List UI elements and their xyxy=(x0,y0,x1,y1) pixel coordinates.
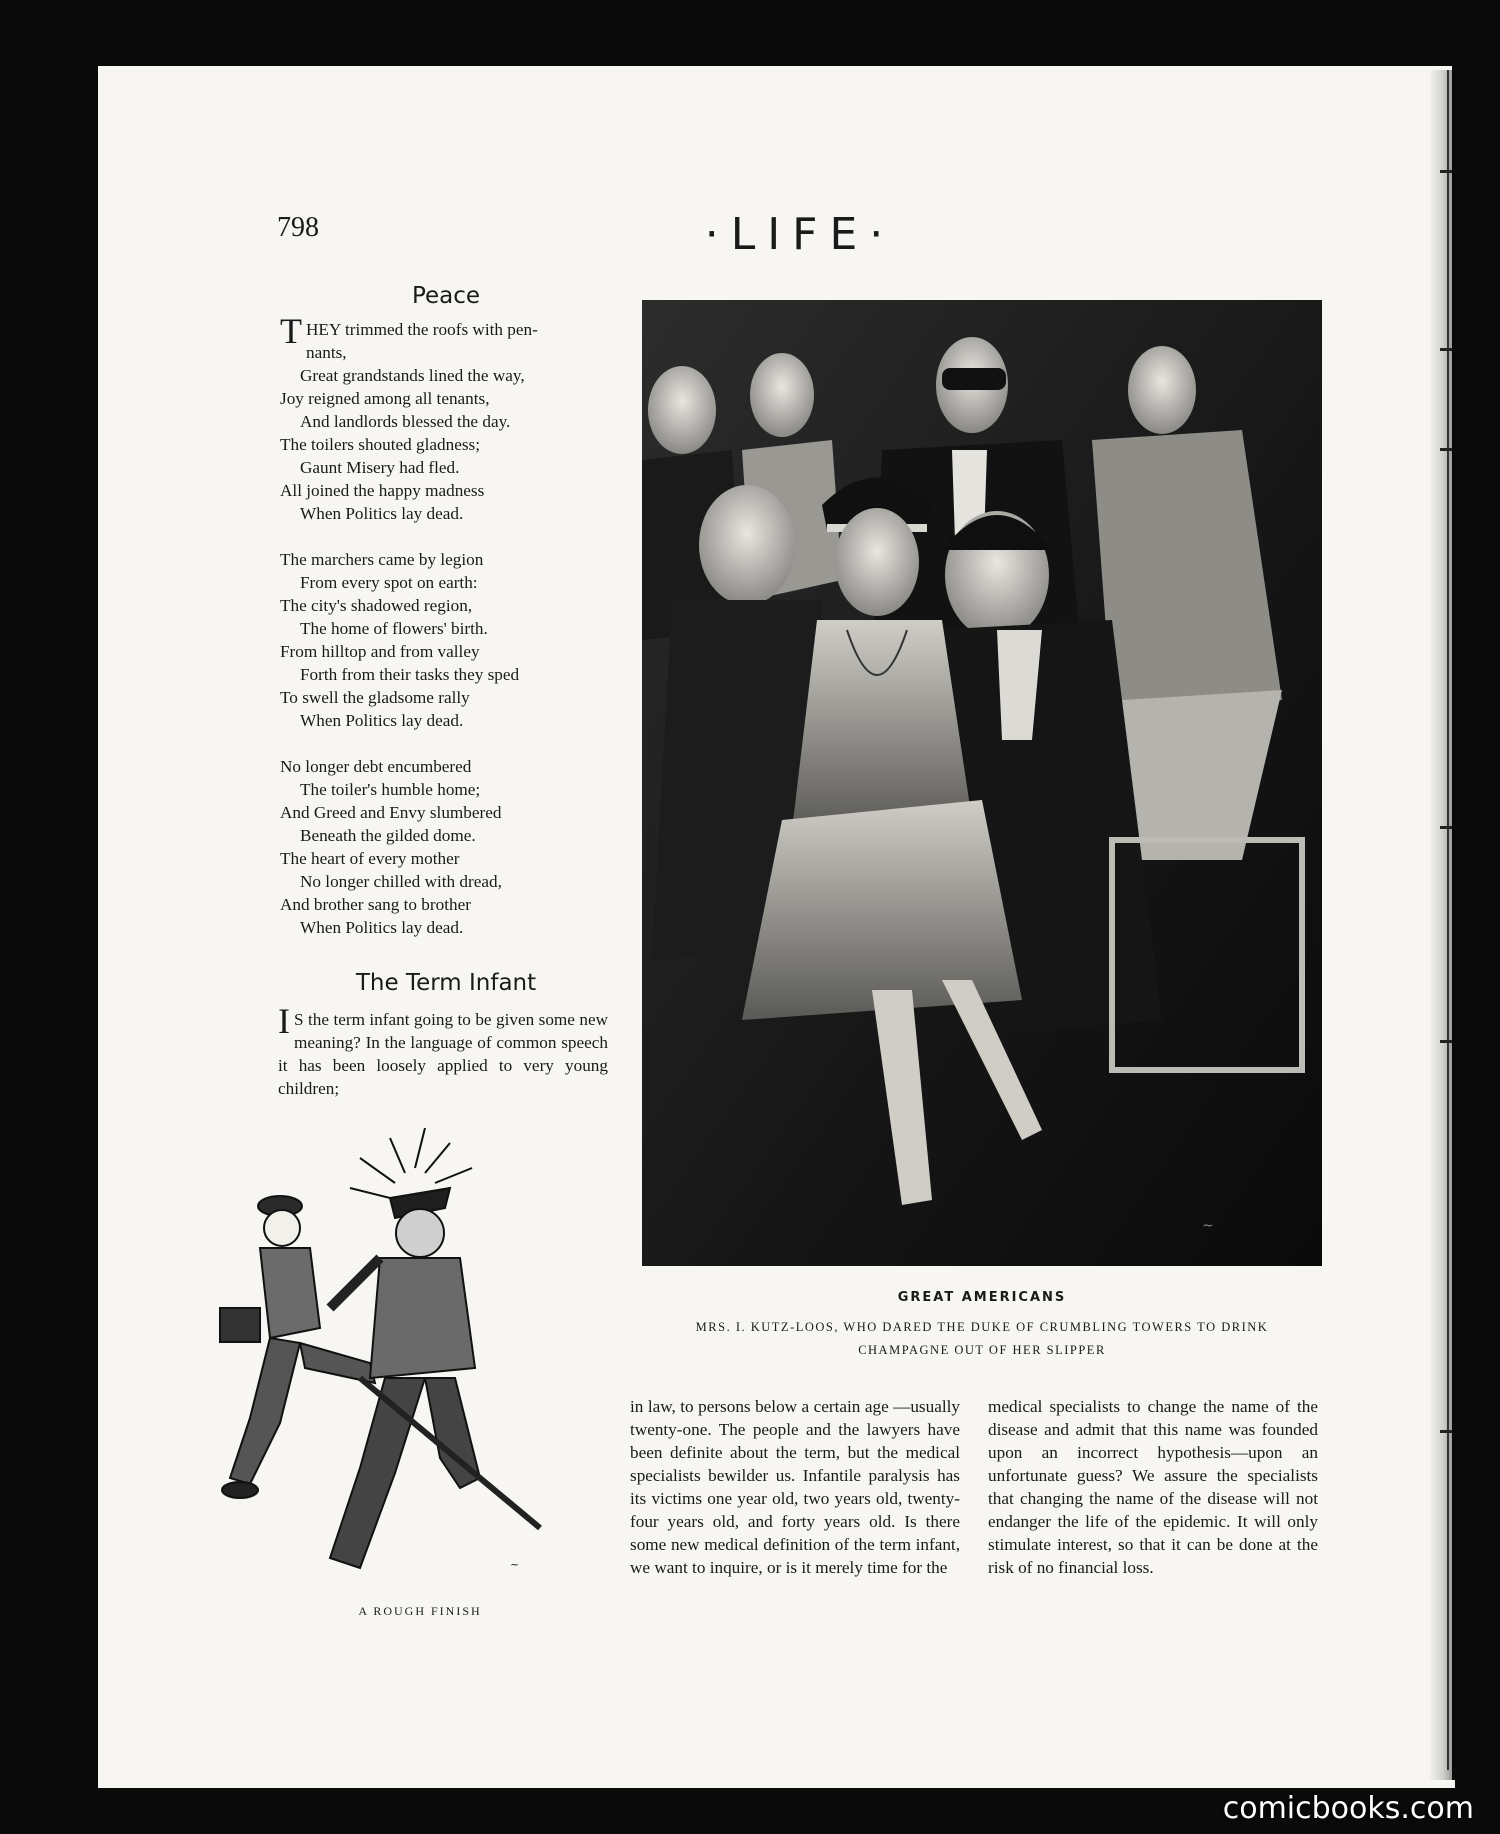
cartoon-illustration xyxy=(210,1128,620,1588)
poem-line: And Greed and Envy slumbered xyxy=(280,803,502,822)
poem-line: And landlords blessed the day. xyxy=(300,412,511,431)
page-number: 798 xyxy=(277,212,319,243)
svg-text:~: ~ xyxy=(510,1558,520,1571)
essay-column-2: in law, to persons below a certain age —usually twenty-one. The people and the lawyers have been definite about the term, but the medical specialists bewilder us. Infantile paralysis has its victims one year old, two years old, twenty-four years old, and forty years old. Is there some new medical definition of the term infant, we want to inquire, or is it merely time for the xyxy=(630,1397,960,1577)
poem-line: No longer chilled with dread, xyxy=(300,872,502,891)
poem-body xyxy=(280,311,620,939)
poem-line: The toilers shouted gladness; xyxy=(280,435,481,454)
great-americans-illustration xyxy=(642,300,1322,1266)
poem-line: No longer debt encumbered xyxy=(280,757,472,776)
page-spine xyxy=(1452,60,1462,1780)
poem-title: Peace xyxy=(411,283,481,309)
poem-line: And brother sang to brother xyxy=(280,895,471,914)
illustration-title: GREAT AMERICANS xyxy=(897,1290,1067,1305)
poem-line: The marchers came by legion xyxy=(280,550,484,569)
poem-line: nants, xyxy=(306,343,347,362)
poem-line: Joy reigned among all tenants, xyxy=(280,389,490,408)
poem-line: Great grandstands lined the way, xyxy=(300,366,525,385)
illustration-caption: MRS. I. KUTZ-LOOS, WHO DARED THE DUKE OF CRUMBLING TOWERS TO DRINK CHAMPAGNE OUT OF HER SLIPPER xyxy=(695,1320,1269,1357)
poem-line: The heart of every mother xyxy=(280,849,460,868)
page-edge-line xyxy=(1447,70,1449,1770)
poem-line: All joined the happy madness xyxy=(280,481,485,500)
poem-line: When Politics lay dead. xyxy=(300,918,464,937)
masthead: ·LIFE· xyxy=(704,209,896,260)
watermark: comicbooks.com xyxy=(1222,1791,1474,1826)
poem-line: Beneath the gilded dome. xyxy=(300,826,476,845)
svg-text:~: ~ xyxy=(1202,1218,1214,1234)
poem-line: From every spot on earth: xyxy=(300,573,478,592)
cartoon-caption: A ROUGH FINISH xyxy=(358,1604,482,1618)
poem-line: When Politics lay dead. xyxy=(300,711,464,730)
essay-column-3: medical specialists to change the name of the disease and admit that this name was founded upon an incorrect hypothesis—upon an unfortunate guess? We assure the specialists that changing the name of the disease will not endanger the life of the epidemic. It will only stimulate interest, so that it can be done at the risk of no financial loss. xyxy=(988,1397,1318,1577)
poem-line: When Politics lay dead. xyxy=(300,504,464,523)
essay-title: The Term Infant xyxy=(355,970,537,996)
poem-line: Forth from their tasks they sped xyxy=(300,665,520,684)
poem-line: From hilltop and from valley xyxy=(280,642,480,661)
poem-dropcap: T xyxy=(280,311,302,351)
poem-line: The home of flowers' birth. xyxy=(300,619,488,638)
poem-line: The toiler's humble home; xyxy=(300,780,481,799)
essay-dropcap: I xyxy=(278,1001,290,1041)
poem-line: The city's shadowed region, xyxy=(280,596,473,615)
poem-line: To swell the gladsome rally xyxy=(280,688,470,707)
poem-line: Gaunt Misery had fled. xyxy=(300,458,460,477)
essay-intro: I S the term infant going to be given some new meaning? In the language of common speech it has been loosely applied to very young children; xyxy=(278,1001,608,1098)
poem-line: THEY trimmed the roofs with pen- xyxy=(280,311,538,351)
